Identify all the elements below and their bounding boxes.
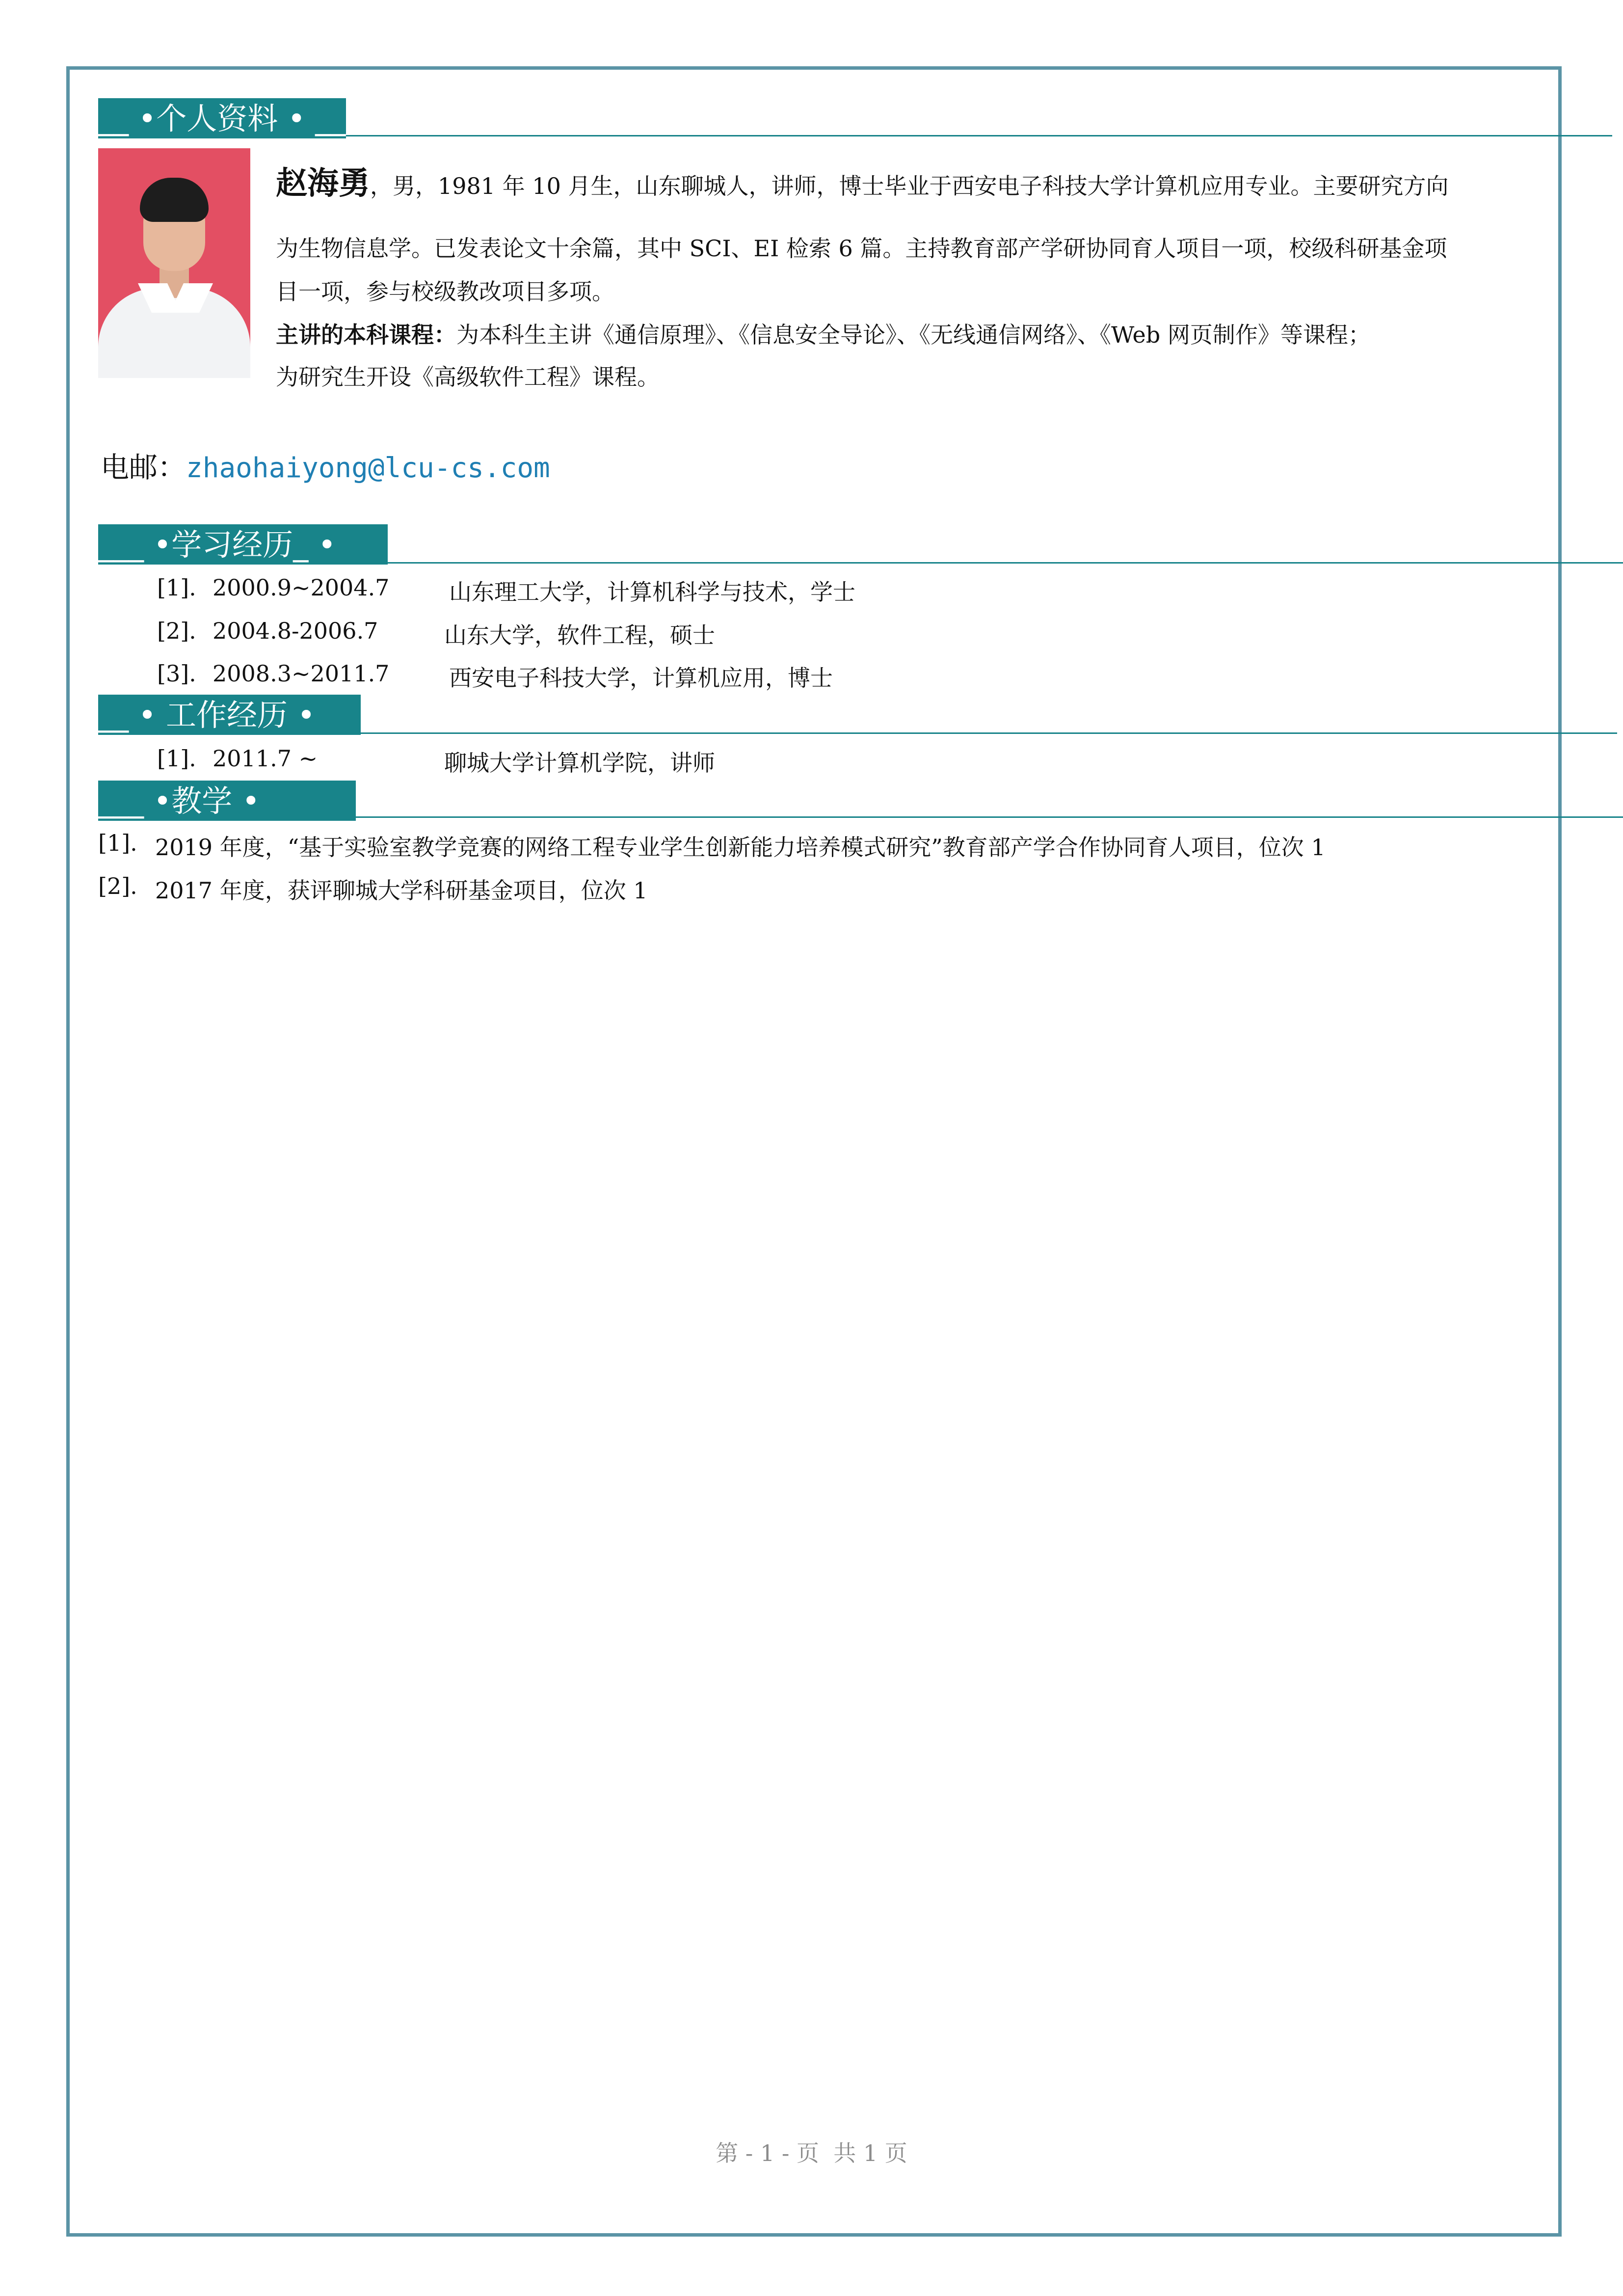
bio-line-3: 目一项，参与校级教改项目多项。 <box>276 278 614 305</box>
page-border <box>66 66 1562 2237</box>
section-divider <box>356 816 1623 818</box>
courses-line-2: 为研究生开设《高级软件工程》课程。 <box>276 364 660 390</box>
person-name: 赵海勇 <box>276 165 370 202</box>
section-title-personal: __ •个人资料 • __ <box>98 98 346 138</box>
section-divider <box>346 135 1612 136</box>
email-label: 电邮： <box>101 451 186 484</box>
courses-line-1: 主讲的本科课程：为本科生主讲《通信原理》、《信息安全导论》、《无线通信网络》、《Web 网页制作》等课程； <box>276 322 1371 348</box>
section-divider <box>361 732 1617 734</box>
courses-label: 主讲的本科课程： <box>276 322 456 348</box>
email-link[interactable]: zhaohaiyong@lcu-cs.com <box>186 452 550 484</box>
section-divider <box>388 562 1623 564</box>
bio-line-2: 为生物信息学。已发表论文十余篇，其中 SCI、EI 检索 6 篇。主持教育部产学研协同育人项目一项，校级科研基金项 <box>276 235 1447 262</box>
section-title-work: __ • 工作经历 • <box>98 695 361 735</box>
page-footer: 第 - 1 - 页 共 1 页 <box>716 2140 907 2166</box>
section-title-education: ___ •学习经历_ • <box>98 524 388 565</box>
profile-photo <box>98 148 250 378</box>
email-row <box>101 444 550 486</box>
bio-line-1: 赵海勇，男，1981 年 10 月生，山东聊城人，讲师，博士毕业于西安电子科技大学计算机应用专业。主要研究方向 <box>276 165 1449 202</box>
section-title-teaching: ___ •教学 • <box>98 781 356 821</box>
